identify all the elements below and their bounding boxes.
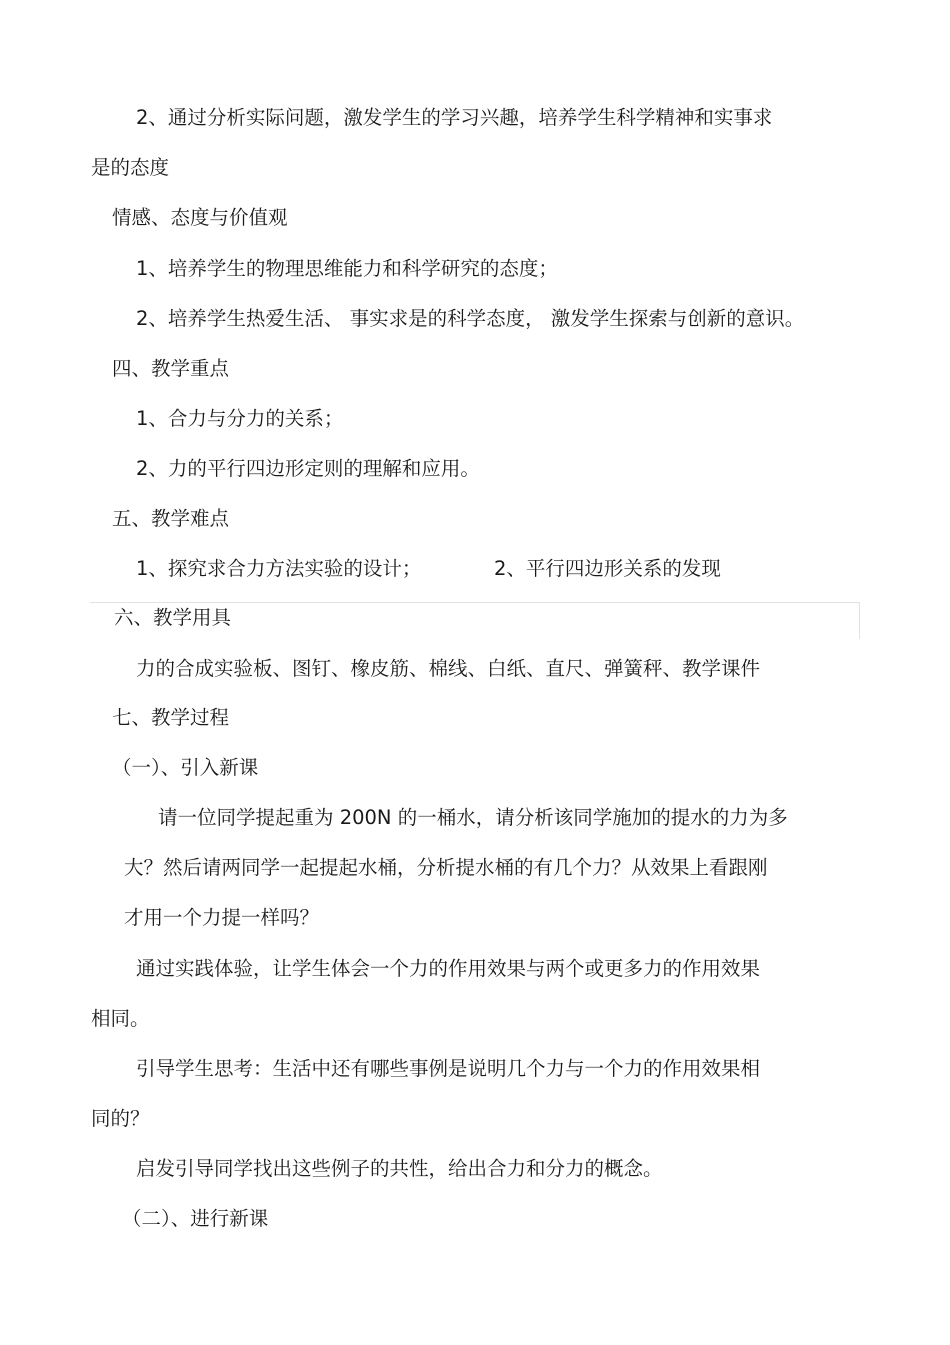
text-line-21: 同的？ (91, 1107, 150, 1130)
text-line-1: 2、通过分析实际问题，激发学生的学习兴趣，培养学生科学精神和实事求 (136, 106, 773, 129)
section-heading-key-points: 四、教学重点 (112, 357, 230, 380)
text-line-7: 1、合力与分力的关系； (136, 407, 344, 430)
section-heading-difficulties: 五、教学难点 (112, 507, 230, 530)
text-line-19: 相同。 (91, 1007, 150, 1030)
section-heading-tools: 六、教学用具 (114, 606, 232, 629)
text-line-10b: 2、平行四边形关系的发现 (494, 557, 721, 580)
text-line-20: 引导学生思考：生活中还有哪些事例是说明几个力与一个力的作用效果相 (136, 1057, 761, 1080)
text-line-16: 大？然后请两同学一起提起水桶，分析提水桶的有几个力？从效果上看跟刚 (124, 856, 768, 879)
text-line-15: 请一位同学提起重为 200N 的一桶水，请分析该同学施加的提水的力为多 (158, 806, 788, 829)
subsection-heading-new-lesson: （二）、进行新课 (122, 1207, 269, 1230)
subsection-heading-intro: （一）、引入新课 (112, 756, 259, 779)
section-heading-attitude: 情感、态度与价值观 (112, 206, 288, 229)
text-line-5: 2、培养学生热爱生活、 事实求是的科学态度， 激发学生探索与创新的意识。 (136, 307, 805, 330)
text-line-22: 启发引导同学找出这些例子的共性，给出合力和分力的概念。 (136, 1157, 663, 1180)
text-line-12: 力的合成实验板、图钉、橡皮筋、棉线、白纸、直尺、弹簧秤、教学课件 (136, 657, 761, 680)
text-line-8: 2、力的平行四边形定则的理解和应用。 (136, 457, 480, 480)
text-line-2: 是的态度 (91, 156, 170, 179)
text-line-4: 1、培养学生的物理思维能力和科学研究的态度； (136, 257, 558, 280)
section-heading-process: 七、教学过程 (112, 706, 230, 729)
text-line-10a: 1、探究求合力方法实验的设计； (136, 557, 422, 580)
text-line-18: 通过实践体验，让学生体会一个力的作用效果与两个或更多力的作用效果 (136, 957, 761, 980)
text-line-17: 才用一个力提一样吗？ (124, 906, 320, 929)
